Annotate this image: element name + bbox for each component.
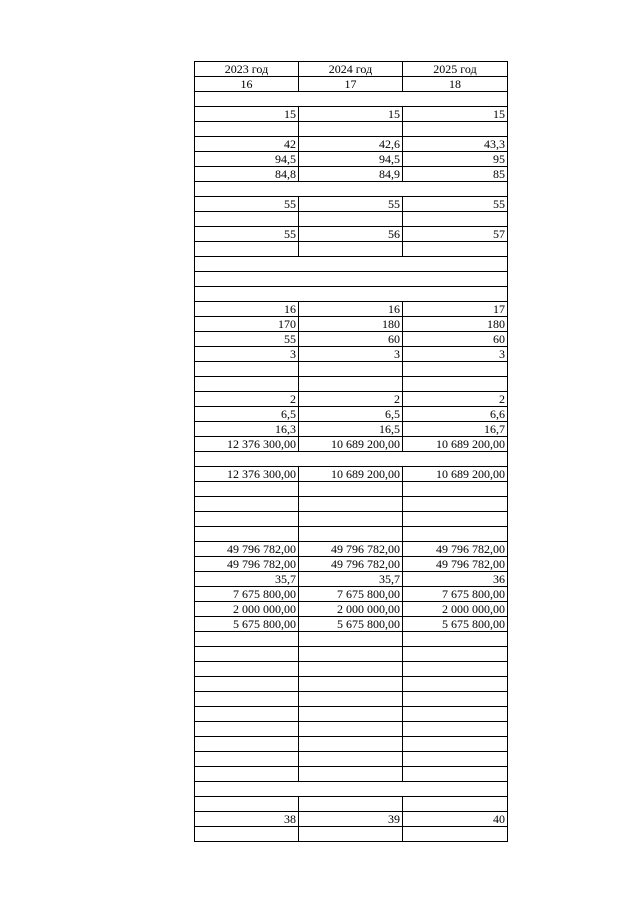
table-cell: 85 (403, 167, 508, 182)
table-cell: 60 (403, 332, 508, 347)
table-cell (299, 377, 403, 392)
table-cell: 55 (403, 197, 508, 212)
table-row (195, 512, 508, 527)
table-row (195, 572, 508, 587)
data-table (194, 61, 508, 842)
table-cell (403, 767, 508, 782)
table-cell (195, 647, 299, 662)
table-cell: 12 376 300,00 (195, 467, 299, 482)
table-cell: 5 675 800,00 (403, 617, 508, 632)
table-cell: 49 796 782,00 (299, 542, 403, 557)
table-row (195, 542, 508, 557)
table-cell (195, 122, 299, 137)
table-cell: 2 000 000,00 (299, 602, 403, 617)
table-row (195, 92, 508, 107)
table-cell (403, 497, 508, 512)
table-cell (299, 677, 403, 692)
column-number-16: 16 (195, 77, 299, 92)
table-cell (195, 707, 299, 722)
table-cell (299, 122, 403, 137)
merged-cell (195, 272, 508, 287)
table-cell (195, 377, 299, 392)
table-row (195, 632, 508, 647)
table-row (195, 752, 508, 767)
table-row (195, 167, 508, 182)
table-cell: 49 796 782,00 (403, 542, 508, 557)
table-cell: 12 376 300,00 (195, 437, 299, 452)
table-cell: 42 (195, 137, 299, 152)
table-body (195, 62, 508, 842)
table-row (195, 437, 508, 452)
table-cell: 180 (299, 317, 403, 332)
table-cell: 16 (299, 302, 403, 317)
table-row (195, 362, 508, 377)
table-cell (403, 827, 508, 842)
table-cell: 55 (195, 227, 299, 242)
table-cell (299, 482, 403, 497)
table-row (195, 722, 508, 737)
table-cell (403, 737, 508, 752)
table-cell: 35,7 (195, 572, 299, 587)
table-cell: 2 000 000,00 (195, 602, 299, 617)
table-cell (299, 512, 403, 527)
table-cell (299, 752, 403, 767)
table-cell: 3 (403, 347, 508, 362)
table-cell (403, 797, 508, 812)
merged-cell (195, 287, 508, 302)
table-cell (195, 797, 299, 812)
table-row (195, 317, 508, 332)
table-row (195, 662, 508, 677)
header-row-years (195, 62, 508, 77)
table-row (195, 692, 508, 707)
table-row (195, 347, 508, 362)
table-cell (403, 707, 508, 722)
table-cell: 3 (299, 347, 403, 362)
table-cell (195, 827, 299, 842)
table-cell (195, 242, 299, 257)
table-cell (403, 362, 508, 377)
table-row (195, 377, 508, 392)
merged-cell (195, 182, 508, 197)
table-cell (195, 767, 299, 782)
table-row (195, 812, 508, 827)
table-row (195, 767, 508, 782)
table-cell: 10 689 200,00 (403, 467, 508, 482)
table-row (195, 182, 508, 197)
table-cell: 7 675 800,00 (195, 587, 299, 602)
table-cell: 7 675 800,00 (299, 587, 403, 602)
table-cell: 6,5 (195, 407, 299, 422)
table-cell (299, 647, 403, 662)
document-page (194, 61, 507, 842)
table-cell: 35,7 (299, 572, 403, 587)
table-cell (403, 527, 508, 542)
table-cell (403, 242, 508, 257)
table-cell: 2 (403, 392, 508, 407)
table-cell: 16,7 (403, 422, 508, 437)
table-cell (299, 527, 403, 542)
table-row (195, 302, 508, 317)
table-row (195, 707, 508, 722)
table-cell: 170 (195, 317, 299, 332)
table-cell (403, 377, 508, 392)
table-cell: 5 675 800,00 (195, 617, 299, 632)
table-cell: 38 (195, 812, 299, 827)
table-row (195, 602, 508, 617)
table-cell (299, 797, 403, 812)
table-cell (299, 707, 403, 722)
table-cell (299, 737, 403, 752)
table-cell: 2 (195, 392, 299, 407)
table-row (195, 152, 508, 167)
table-cell: 16,5 (299, 422, 403, 437)
table-row (195, 272, 508, 287)
table-cell: 49 796 782,00 (299, 557, 403, 572)
table-cell: 15 (403, 107, 508, 122)
table-cell (403, 722, 508, 737)
header-year-2025: 2025 год (403, 62, 508, 77)
table-cell (195, 527, 299, 542)
table-cell (195, 212, 299, 227)
table-row (195, 527, 508, 542)
table-row (195, 587, 508, 602)
table-cell (403, 662, 508, 677)
table-cell (195, 632, 299, 647)
table-row (195, 482, 508, 497)
table-cell: 180 (403, 317, 508, 332)
table-cell: 55 (299, 197, 403, 212)
table-cell: 5 675 800,00 (299, 617, 403, 632)
table-row (195, 497, 508, 512)
table-cell: 56 (299, 227, 403, 242)
table-cell: 17 (403, 302, 508, 317)
table-cell (403, 212, 508, 227)
table-cell: 94,5 (299, 152, 403, 167)
table-cell (195, 482, 299, 497)
table-cell: 10 689 200,00 (299, 437, 403, 452)
table-cell: 49 796 782,00 (195, 557, 299, 572)
table-cell: 49 796 782,00 (403, 557, 508, 572)
table-cell: 55 (195, 332, 299, 347)
table-cell (403, 692, 508, 707)
table-row (195, 227, 508, 242)
table-row (195, 212, 508, 227)
table-cell: 95 (403, 152, 508, 167)
merged-cell (195, 257, 508, 272)
table-cell: 84,9 (299, 167, 403, 182)
table-cell (403, 647, 508, 662)
table-cell: 84,8 (195, 167, 299, 182)
table-row (195, 827, 508, 842)
table-row (195, 452, 508, 467)
table-cell: 55 (195, 197, 299, 212)
table-cell (403, 122, 508, 137)
table-cell (299, 767, 403, 782)
table-row (195, 242, 508, 257)
table-row (195, 422, 508, 437)
table-cell (299, 242, 403, 257)
table-row (195, 332, 508, 347)
table-cell (299, 662, 403, 677)
table-cell: 36 (403, 572, 508, 587)
table-row (195, 107, 508, 122)
table-row (195, 617, 508, 632)
table-cell: 43,3 (403, 137, 508, 152)
table-cell: 16 (195, 302, 299, 317)
merged-cell (195, 452, 508, 467)
table-cell (195, 737, 299, 752)
table-cell: 10 689 200,00 (299, 467, 403, 482)
table-cell (403, 752, 508, 767)
table-cell: 6,6 (403, 407, 508, 422)
table-cell (195, 722, 299, 737)
table-cell: 15 (299, 107, 403, 122)
table-row (195, 677, 508, 692)
table-cell: 16,3 (195, 422, 299, 437)
table-cell (403, 482, 508, 497)
column-number-17: 17 (299, 77, 403, 92)
table-cell (195, 362, 299, 377)
table-row (195, 782, 508, 797)
header-year-2023: 2023 год (195, 62, 299, 77)
table-cell: 57 (403, 227, 508, 242)
header-row-column-numbers (195, 77, 508, 92)
table-cell: 94,5 (195, 152, 299, 167)
table-cell (403, 512, 508, 527)
table-row (195, 197, 508, 212)
table-cell (299, 362, 403, 377)
table-row (195, 287, 508, 302)
table-cell: 42,6 (299, 137, 403, 152)
table-row (195, 137, 508, 152)
table-cell (195, 677, 299, 692)
header-year-2024: 2024 год (299, 62, 403, 77)
table-cell: 39 (299, 812, 403, 827)
table-cell (299, 212, 403, 227)
table-cell: 6,5 (299, 407, 403, 422)
table-cell: 49 796 782,00 (195, 542, 299, 557)
table-cell: 40 (403, 812, 508, 827)
table-row (195, 737, 508, 752)
table-cell (299, 827, 403, 842)
table-row (195, 392, 508, 407)
table-cell (195, 752, 299, 767)
column-number-18: 18 (403, 77, 508, 92)
table-cell: 60 (299, 332, 403, 347)
table-cell (195, 512, 299, 527)
table-cell: 3 (195, 347, 299, 362)
table-cell (195, 692, 299, 707)
merged-cell (195, 92, 508, 107)
table-cell (299, 692, 403, 707)
table-cell (195, 497, 299, 512)
table-cell (299, 722, 403, 737)
table-cell: 2 (299, 392, 403, 407)
table-cell: 10 689 200,00 (403, 437, 508, 452)
table-cell: 2 000 000,00 (403, 602, 508, 617)
table-row (195, 467, 508, 482)
table-row (195, 647, 508, 662)
table-row (195, 122, 508, 137)
table-cell (299, 632, 403, 647)
table-row (195, 407, 508, 422)
table-cell: 15 (195, 107, 299, 122)
table-row (195, 557, 508, 572)
merged-cell (195, 782, 508, 797)
table-row (195, 797, 508, 812)
table-row (195, 257, 508, 272)
table-cell (403, 677, 508, 692)
table-cell (195, 662, 299, 677)
table-cell: 7 675 800,00 (403, 587, 508, 602)
table-cell (299, 497, 403, 512)
table-cell (403, 632, 508, 647)
